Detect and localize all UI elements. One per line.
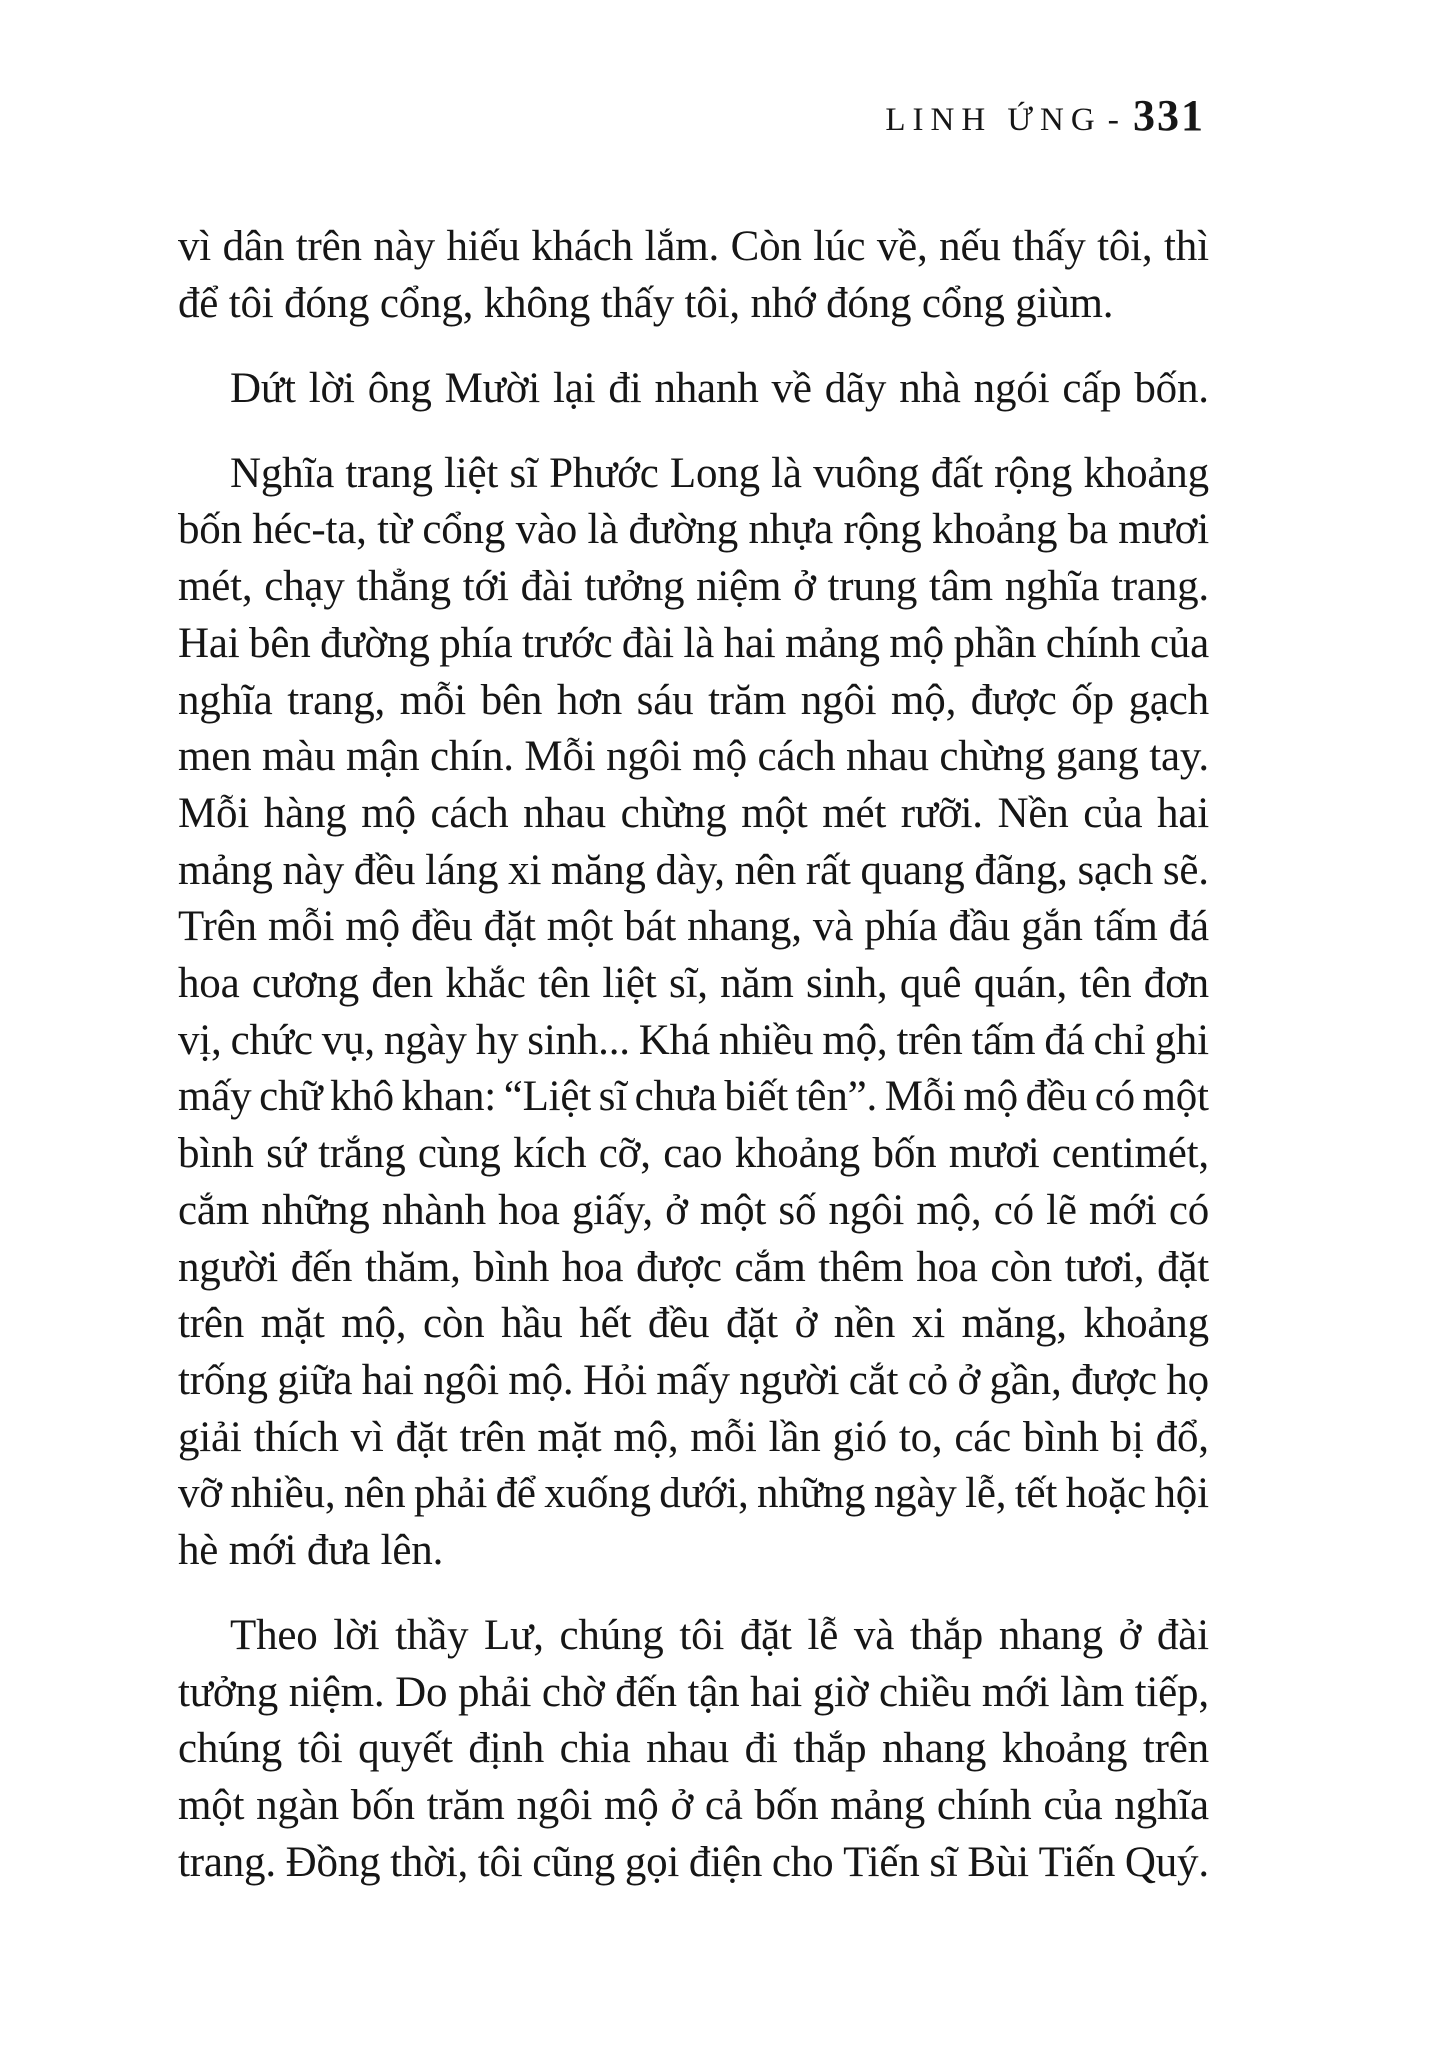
text-line: Dứt lời ông Mười lại đi nhanh về dãy nhà ngói cấp bốn. — [230, 364, 1209, 412]
text-line: men màu mận chín. Mỗi ngôi mộ cách nhau chừng gang tay. — [178, 733, 1209, 781]
text-line: vì dân trên này hiếu khách lắm. Còn lúc về, nếu thấy tôi, thì — [178, 223, 1209, 270]
text-line: bình sứ trắng cùng kích cỡ, cao khoảng bốn mươi centimét, — [178, 1130, 1209, 1178]
text-line: trống giữa hai ngôi mộ. Hỏi mấy người cắt cỏ ở gần, được họ — [178, 1356, 1209, 1404]
text-line: hè mới đưa lên. — [178, 1527, 444, 1575]
text-line: Trên mỗi mộ đều đặt một bát nhang, và phía đầu gắn tấm đá — [178, 903, 1209, 951]
book-title: LINH ỨNG — [885, 102, 1102, 138]
text-line: một ngàn bốn trăm ngôi mộ ở cả bốn mảng chính của nghĩa — [178, 1782, 1209, 1830]
text-line: người đến thăm, bình hoa được cắm thêm hoa còn tươi, đặt — [178, 1243, 1209, 1291]
paragraph — [178, 219, 1209, 332]
text-line: mét, chạy thẳng tới đài tưởng niệm ở trung tâm nghĩa trang. — [178, 563, 1209, 611]
text-line: để tôi đóng cổng, không thấy tôi, nhớ đóng cổng giùm. — [178, 279, 1114, 327]
text-line: mấy chữ khô khan: “Liệt sĩ chưa biết tên”. Mỗi mộ đều có một — [178, 1073, 1209, 1121]
text-line: Nghĩa trang liệt sĩ Phước Long là vuông đất rộng khoảng — [230, 449, 1209, 497]
paragraph — [178, 1608, 1209, 1892]
text-line: chúng tôi quyết định chia nhau đi thắp nhang khoảng trên — [178, 1725, 1209, 1773]
text-line: Theo lời thầy Lư, chúng tôi đặt lễ và thắp nhang ở đài — [230, 1612, 1209, 1660]
text-line: Hai bên đường phía trước đài là hai mảng mộ phần chính của — [178, 619, 1209, 667]
text-line: bốn héc-ta, từ cổng vào là đường nhựa rộng khoảng ba mươi — [178, 506, 1209, 554]
text-line: giải thích vì đặt trên mặt mộ, mỗi lần gió to, các bình bị đổ, — [178, 1413, 1209, 1461]
text-line: cắm những nhành hoa giấy, ở một số ngôi mộ, có lẽ mới có — [178, 1186, 1209, 1234]
text-line: Mỗi hàng mộ cách nhau chừng một mét rưỡi. Nền của hai — [178, 789, 1209, 837]
paragraph — [178, 361, 1209, 418]
text-line: mảng này đều láng xi măng dày, nên rất quang đãng, sạch sẽ. — [178, 846, 1209, 894]
header-separator: - — [1107, 101, 1119, 138]
running-header — [885, 91, 1205, 140]
page-number: 331 — [1133, 91, 1205, 140]
text-line: tưởng niệm. Do phải chờ đến tận hai giờ chiều mới làm tiếp, — [178, 1668, 1209, 1716]
text-line: hoa cương đen khắc tên liệt sĩ, năm sinh, quê quán, tên đơn — [178, 960, 1209, 1008]
paragraph — [178, 446, 1209, 1580]
text-line: trên mặt mộ, còn hầu hết đều đặt ở nền xi măng, khoảng — [178, 1300, 1209, 1348]
text-line: trang. Đồng thời, tôi cũng gọi điện cho Tiến sĩ Bùi Tiến Quý. — [178, 1838, 1209, 1886]
page-body-text — [178, 219, 1209, 1892]
text-line: nghĩa trang, mỗi bên hơn sáu trăm ngôi mộ, được ốp gạch — [178, 676, 1209, 724]
text-line: vị, chức vụ, ngày hy sinh... Khá nhiều mộ, trên tấm đá chỉ ghi — [178, 1016, 1209, 1064]
text-line: vỡ nhiều, nên phải để xuống dưới, những ngày lễ, tết hoặc hội — [178, 1470, 1209, 1518]
